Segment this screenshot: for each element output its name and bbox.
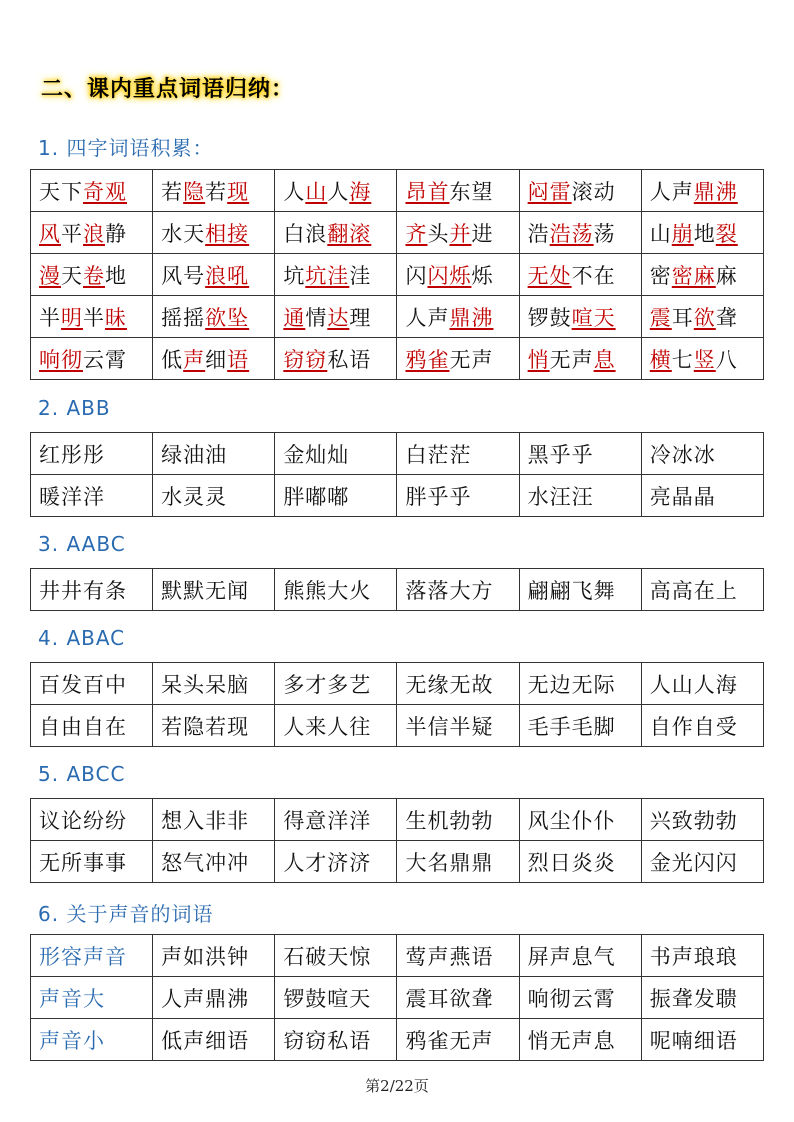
highlighted-chars: 齐: [405, 221, 428, 246]
plain-chars: 若: [205, 179, 228, 204]
highlighted-chars: 鼎沸: [449, 305, 494, 330]
word-cell: [153, 296, 275, 338]
table-row: [31, 1019, 764, 1061]
section-heading-abb: 2. ABB: [38, 396, 111, 420]
plain-chars: 耳: [671, 305, 694, 330]
word-cell: 金灿灿: [275, 433, 397, 475]
word-cell: 书声琅琅: [641, 935, 763, 977]
table-row: [31, 338, 764, 380]
plain-chars: 水天: [161, 221, 206, 246]
plain-chars: 人: [327, 179, 350, 204]
table-row: [31, 212, 764, 254]
word-cell: 震耳欲聋: [397, 977, 519, 1019]
plain-chars: 洼: [349, 263, 372, 288]
word-cell: [641, 212, 763, 254]
word-cell: [275, 254, 397, 296]
word-cell: 井井有条: [31, 569, 153, 611]
word-cell: [31, 254, 153, 296]
word-cell: [31, 212, 153, 254]
word-cell: 声如洪钟: [153, 935, 275, 977]
word-cell: [641, 338, 763, 380]
highlighted-chars: 通: [283, 305, 306, 330]
table-row: [31, 296, 764, 338]
word-cell: [31, 338, 153, 380]
word-cell: 石破天惊: [275, 935, 397, 977]
word-cell: 低声细语: [153, 1019, 275, 1061]
word-cell: 人声鼎沸: [153, 977, 275, 1019]
plain-chars: 麻: [715, 263, 738, 288]
plain-chars: 理: [349, 305, 372, 330]
plain-chars: 天: [61, 263, 83, 288]
highlighted-chars: 竖: [693, 347, 716, 372]
highlighted-chars: 闪烁: [427, 263, 472, 288]
highlighted-chars: 密麻: [671, 263, 716, 288]
plain-chars: 烁: [471, 263, 494, 288]
plain-chars: 静: [105, 221, 127, 246]
highlighted-chars: 现: [227, 179, 250, 204]
word-cell: [153, 212, 275, 254]
word-cell: [275, 296, 397, 338]
word-cell: [31, 296, 153, 338]
plain-chars: 八: [715, 347, 738, 372]
section-heading-aabc: 3. AABC: [38, 532, 126, 556]
plain-chars: 人声: [649, 179, 694, 204]
word-cell: [275, 170, 397, 212]
plain-chars: 无声: [549, 347, 594, 372]
word-cell: 无边无际: [519, 663, 641, 705]
highlighted-chars: 卷: [83, 263, 105, 288]
word-cell: 白茫茫: [397, 433, 519, 475]
highlighted-chars: 鸦雀: [405, 347, 450, 372]
word-cell: [519, 254, 641, 296]
highlighted-chars: 达: [327, 305, 350, 330]
word-cell: 人才济济: [275, 841, 397, 883]
plain-chars: 滚动: [571, 179, 616, 204]
highlighted-chars: 翻滚: [327, 221, 372, 246]
word-cell: [641, 254, 763, 296]
plain-chars: 天下: [39, 179, 83, 204]
word-cell: 大名鼎鼎: [397, 841, 519, 883]
category-label: 形容声音: [31, 935, 153, 977]
plain-chars: 锣鼓: [527, 305, 572, 330]
plain-chars: 无声: [449, 347, 494, 372]
highlighted-chars: 无处: [527, 263, 572, 288]
word-cell: [519, 170, 641, 212]
highlighted-chars: 并: [449, 221, 472, 246]
section-heading-sound: 6. 关于声音的词语: [38, 902, 214, 926]
plain-chars: 头: [427, 221, 450, 246]
highlighted-chars: 风: [39, 221, 61, 246]
section-heading-abcc: 5. ABCC: [38, 762, 126, 786]
plain-chars: 进: [471, 221, 494, 246]
word-cell: 百发百中: [31, 663, 153, 705]
table-row: [31, 705, 764, 747]
plain-chars: 私语: [327, 347, 372, 372]
table-row: [31, 254, 764, 296]
word-cell: 高高在上: [641, 569, 763, 611]
abb-table: [30, 432, 764, 517]
abac-table: [30, 662, 764, 747]
plain-chars: 半: [39, 305, 61, 330]
word-cell: [641, 296, 763, 338]
word-cell: 无缘无故: [397, 663, 519, 705]
word-cell: 水灵灵: [153, 475, 275, 517]
word-cell: 翩翩飞舞: [519, 569, 641, 611]
word-cell: 议论纷纷: [31, 799, 153, 841]
aabc-table: [30, 568, 764, 611]
plain-chars: 闪: [405, 263, 428, 288]
abcc-table: [30, 798, 764, 883]
word-cell: 烈日炎炎: [519, 841, 641, 883]
word-cell: 鸦雀无声: [397, 1019, 519, 1061]
plain-chars: 山: [649, 221, 672, 246]
plain-chars: 白浪: [283, 221, 328, 246]
word-cell: [275, 338, 397, 380]
category-label: 声音小: [31, 1019, 153, 1061]
word-cell: [275, 212, 397, 254]
word-cell: 半信半疑: [397, 705, 519, 747]
word-cell: 无所事事: [31, 841, 153, 883]
highlighted-chars: 窃窃: [283, 347, 328, 372]
word-cell: 想入非非: [153, 799, 275, 841]
word-cell: 胖乎乎: [397, 475, 519, 517]
word-cell: 金光闪闪: [641, 841, 763, 883]
word-cell: 落落大方: [397, 569, 519, 611]
word-cell: 人来人往: [275, 705, 397, 747]
word-cell: 冷冰冰: [641, 433, 763, 475]
page-title: 二、课内重点词语归纳：: [41, 77, 295, 102]
word-cell: 默默无闻: [153, 569, 275, 611]
table-row: [31, 841, 764, 883]
word-cell: 振聋发聩: [641, 977, 763, 1019]
word-cell: [153, 338, 275, 380]
plain-chars: 密: [649, 263, 672, 288]
plain-chars: 不在: [571, 263, 616, 288]
plain-chars: 聋: [715, 305, 738, 330]
table-row: [31, 663, 764, 705]
word-cell: [397, 338, 519, 380]
highlighted-chars: 悄: [527, 347, 550, 372]
plain-chars: 坑: [283, 263, 306, 288]
highlighted-chars: 息: [593, 347, 616, 372]
word-cell: 绿油油: [153, 433, 275, 475]
word-cell: 人山人海: [641, 663, 763, 705]
word-cell: [153, 170, 275, 212]
highlighted-chars: 隐: [183, 179, 206, 204]
highlighted-chars: 浪: [83, 221, 105, 246]
word-cell: 呆头呆脑: [153, 663, 275, 705]
word-cell: 黑乎乎: [519, 433, 641, 475]
word-cell: 悄无声息: [519, 1019, 641, 1061]
plain-chars: 低: [161, 347, 184, 372]
highlighted-chars: 相接: [205, 221, 250, 246]
word-cell: 风尘仆仆: [519, 799, 641, 841]
plain-chars: 地: [693, 221, 716, 246]
highlighted-chars: 海: [349, 179, 372, 204]
word-cell: [519, 212, 641, 254]
highlighted-chars: 昧: [105, 305, 127, 330]
word-cell: 响彻云霄: [519, 977, 641, 1019]
highlighted-chars: 坑洼: [305, 263, 350, 288]
plain-chars: 浩: [527, 221, 550, 246]
highlighted-chars: 欲坠: [205, 305, 250, 330]
plain-chars: 细: [205, 347, 228, 372]
word-cell: [397, 212, 519, 254]
word-cell: [641, 170, 763, 212]
word-cell: 屏声息气: [519, 935, 641, 977]
plain-chars: 人声: [405, 305, 450, 330]
highlighted-chars: 浩荡: [549, 221, 594, 246]
highlighted-chars: 裂: [715, 221, 738, 246]
plain-chars: 七: [671, 347, 694, 372]
table-row: [31, 935, 764, 977]
four-char-table: [30, 169, 764, 380]
word-cell: 亮晶晶: [641, 475, 763, 517]
plain-chars: 若: [161, 179, 184, 204]
plain-chars: 半: [83, 305, 105, 330]
sound-words-table: [30, 934, 764, 1061]
highlighted-chars: 闷雷: [527, 179, 572, 204]
highlighted-chars: 响彻: [39, 347, 83, 372]
highlighted-chars: 鼎沸: [693, 179, 738, 204]
highlighted-chars: 山: [305, 179, 328, 204]
word-cell: [519, 338, 641, 380]
word-cell: 呢喃细语: [641, 1019, 763, 1061]
word-cell: [397, 254, 519, 296]
plain-chars: 人: [283, 179, 306, 204]
table-row: [31, 170, 764, 212]
plain-chars: 摇摇: [161, 305, 206, 330]
plain-chars: 平: [61, 221, 83, 246]
word-cell: 莺声燕语: [397, 935, 519, 977]
highlighted-chars: 浪吼: [205, 263, 250, 288]
word-cell: 自由自在: [31, 705, 153, 747]
highlighted-chars: 漫: [39, 263, 61, 288]
word-cell: 生机勃勃: [397, 799, 519, 841]
plain-chars: 情: [305, 305, 328, 330]
highlighted-chars: 震: [649, 305, 672, 330]
section-heading-four-char: 1. 四字词语积累：: [38, 136, 214, 160]
word-cell: [153, 254, 275, 296]
word-cell: [397, 170, 519, 212]
plain-chars: 荡: [593, 221, 616, 246]
word-cell: 窃窃私语: [275, 1019, 397, 1061]
highlighted-chars: 崩: [671, 221, 694, 246]
word-cell: 胖嘟嘟: [275, 475, 397, 517]
word-cell: [519, 296, 641, 338]
plain-chars: 云霄: [83, 347, 127, 372]
highlighted-chars: 欲: [693, 305, 716, 330]
table-row: [31, 799, 764, 841]
word-cell: 暖洋洋: [31, 475, 153, 517]
section-heading-abac: 4. ABAC: [38, 626, 126, 650]
highlighted-chars: 喧天: [571, 305, 616, 330]
word-cell: 毛手毛脚: [519, 705, 641, 747]
word-cell: 兴致勃勃: [641, 799, 763, 841]
highlighted-chars: 语: [227, 347, 250, 372]
highlighted-chars: 奇观: [83, 179, 127, 204]
word-cell: 多才多艺: [275, 663, 397, 705]
word-cell: 锣鼓喧天: [275, 977, 397, 1019]
word-cell: 自作自受: [641, 705, 763, 747]
highlighted-chars: 明: [61, 305, 83, 330]
word-cell: 熊熊大火: [275, 569, 397, 611]
table-row: [31, 433, 764, 475]
word-cell: 红彤彤: [31, 433, 153, 475]
word-cell: 怒气冲冲: [153, 841, 275, 883]
word-cell: 若隐若现: [153, 705, 275, 747]
table-row: [31, 569, 764, 611]
highlighted-chars: 声: [183, 347, 206, 372]
page-number: 第2/22页: [365, 1077, 429, 1095]
category-label: 声音大: [31, 977, 153, 1019]
plain-chars: 地: [105, 263, 127, 288]
word-cell: 得意洋洋: [275, 799, 397, 841]
highlighted-chars: 昂首: [405, 179, 450, 204]
table-row: [31, 977, 764, 1019]
word-cell: [31, 170, 153, 212]
plain-chars: 风号: [161, 263, 206, 288]
table-row: [31, 475, 764, 517]
word-cell: 水汪汪: [519, 475, 641, 517]
plain-chars: 东望: [449, 179, 494, 204]
highlighted-chars: 横: [649, 347, 672, 372]
word-cell: [397, 296, 519, 338]
